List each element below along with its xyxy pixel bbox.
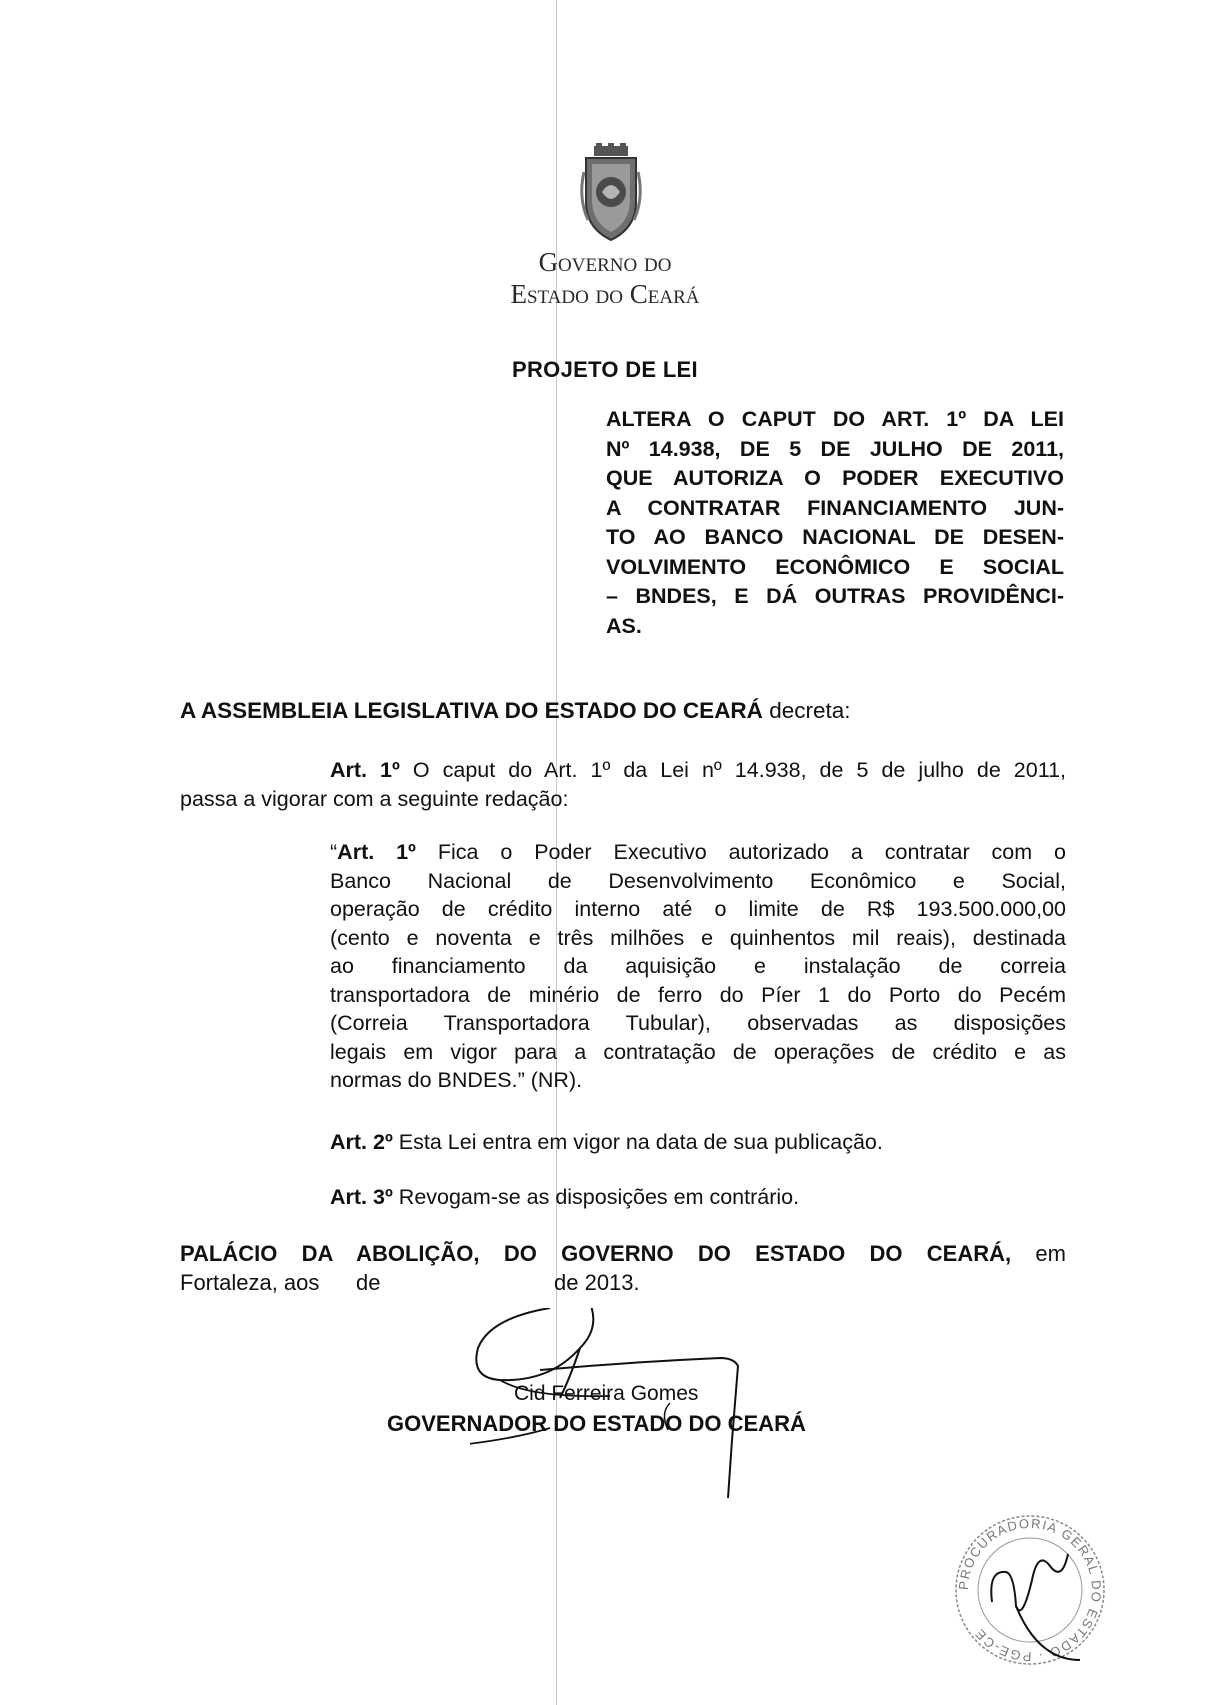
ementa-line: QUE AUTORIZA O PODER EXECUTIVO <box>606 466 1064 490</box>
ementa-line: – BNDES, E DÁ OUTRAS PROVIDÊNCI- <box>606 584 1064 608</box>
signer-name: Cid Ferreira Gomes <box>514 1382 699 1405</box>
open-quote: “ <box>330 840 338 864</box>
quoted-article <box>330 838 1066 1095</box>
document-title: PROJETO DE LEI <box>512 357 698 382</box>
closing-line-2 <box>180 1268 1066 1297</box>
handwritten-signature <box>470 1308 830 1504</box>
article-1-line-2: passa a vigorar com a seguinte redação: <box>180 786 569 811</box>
quote-line: ao financiamento da aquisição e instalação de correia <box>330 954 1066 978</box>
stamp-text: PROCURADORIA GERAL DO ESTADO · PGE-CE <box>955 1515 1105 1665</box>
article-text: Esta Lei entra em vigor na data de sua publicação. <box>392 1130 883 1154</box>
closing-de: de <box>356 1270 381 1295</box>
ementa-line: TO AO BANCO NACIONAL DE DESEN- <box>606 525 1064 549</box>
government-name <box>470 246 740 310</box>
closing-bold: PALÁCIO DA ABOLIÇÃO, DO GOVERNO DO ESTADO DO CEARÁ, <box>180 1241 1012 1266</box>
quote-line: (Correia Transportadora Tubular), observadas as disposições <box>330 1011 1066 1035</box>
closing-line-1 <box>180 1239 1066 1268</box>
quote-line: normas do BNDES.” (NR). <box>330 1068 583 1092</box>
preamble-bold: A ASSEMBLEIA LEGISLATIVA DO ESTADO DO CEARÁ <box>180 698 763 723</box>
quote-line: Banco Nacional de Desenvolvimento Econômico e Social, <box>330 868 1066 893</box>
quote-line <box>330 838 1066 867</box>
article-1 <box>180 756 1066 813</box>
gov-line-1: Governo do <box>538 247 672 277</box>
ementa <box>606 405 1064 641</box>
ementa-line: AS. <box>606 613 642 638</box>
closing-clause <box>180 1239 1066 1297</box>
signer-title: GOVERNADOR DO ESTADO DO CEARÁ <box>387 1411 806 1436</box>
closing-place: Fortaleza, aos <box>180 1270 320 1295</box>
gov-line-2: Estado do Ceará <box>510 279 700 309</box>
preamble-rest: decreta: <box>762 698 851 723</box>
quote-article-label: Art. 1º <box>337 840 416 864</box>
ementa-line: A CONTRATAR FINANCIAMENTO JUN- <box>606 495 1064 520</box>
closing-year: de 2013. <box>554 1270 640 1295</box>
quote-line: (cento e noventa e três milhões e quinhentos mil reais), destinada <box>330 925 1066 950</box>
article-text: Revogam-se as disposições em contrário. <box>392 1185 800 1209</box>
quote-text: Fica o Poder Executivo autorizado a contratar com o <box>415 840 1067 864</box>
quote-line: operação de crédito interno até o limite de R$ 193.500.000,00 <box>330 897 1066 921</box>
article-label: Art. 1º <box>330 758 400 782</box>
closing-rest: em <box>1011 1241 1066 1266</box>
article-1-line-1 <box>180 756 1066 785</box>
preamble <box>180 698 851 724</box>
article-label: Art. 2º <box>330 1130 393 1154</box>
article-label: Art. 3º <box>330 1185 393 1209</box>
ementa-line: VOLVIMENTO ECONÔMICO E SOCIAL <box>606 554 1064 579</box>
article-2 <box>330 1128 883 1157</box>
quote-line: legais em vigor para a contratação de operações de crédito e as <box>330 1039 1066 1064</box>
ementa-line: Nº 14.938, DE 5 DE JULHO DE 2011, <box>606 436 1064 461</box>
ementa-line: ALTERA O CAPUT DO ART. 1º DA LEI <box>606 407 1064 431</box>
quote-line: transportadora de minério de ferro do Píer 1 do Porto do Pecém <box>330 982 1066 1007</box>
official-stamp-icon <box>950 1510 1110 1670</box>
article-text: O caput do Art. 1º da Lei nº 14.938, de 5 de julho de 2011, <box>399 758 1067 782</box>
coat-of-arms-icon <box>574 142 648 242</box>
article-3 <box>330 1183 799 1212</box>
